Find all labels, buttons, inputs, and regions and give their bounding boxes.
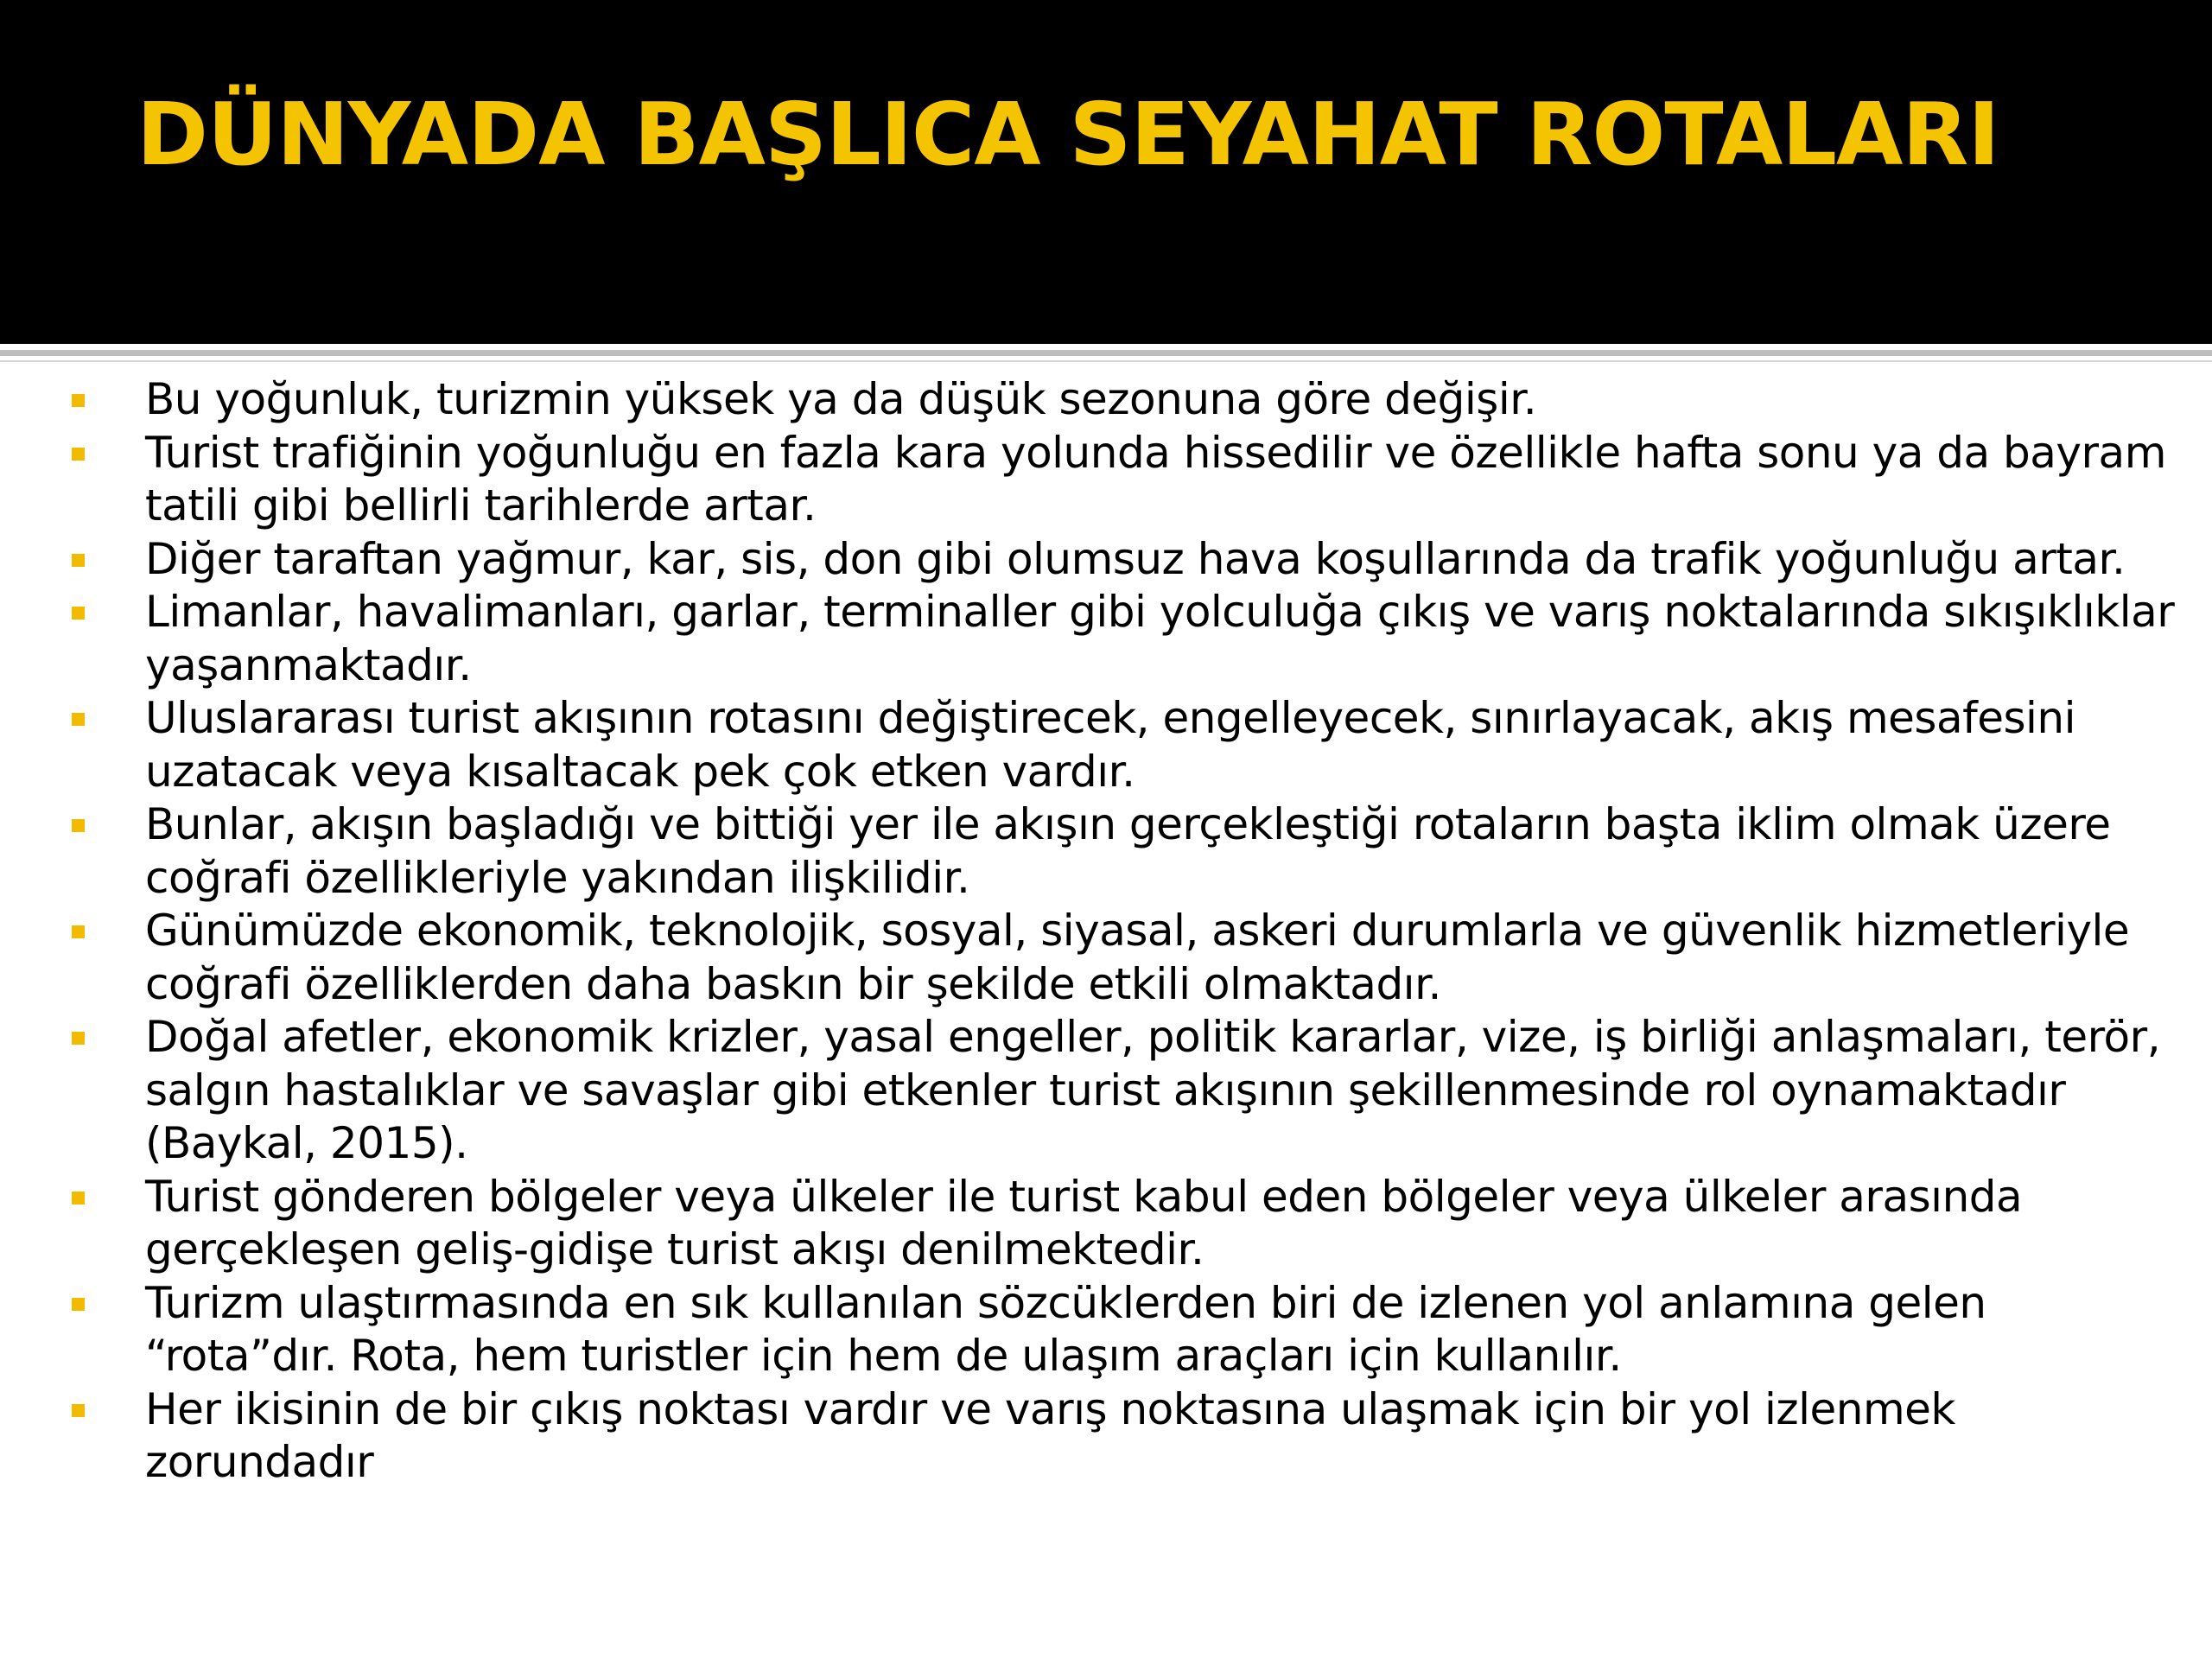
bullet-text: Bu yoğunluk, turizmin yüksek ya da düşük sezonuna göre değişir. — [145, 374, 1537, 424]
square-bullet-icon — [72, 713, 85, 726]
bullet-text: Günümüzde ekonomik, teknolojik, sosyal, siyasal, askeri durumlarla ve güvenlik hizmetleriyle coğrafi özelliklerden daha baskın bir şekilde etkili olmaktadır. — [145, 906, 2130, 1009]
square-bullet-icon — [72, 925, 85, 938]
bullet-text: Limanlar, havalimanları, garlar, terminaller gibi yolculuğa çıkış ve varış noktalarında sıkışıklıklar yaşanmaktadır. — [145, 587, 2175, 690]
bullet-text: Turizm ulaştırmasında en sık kullanılan sözcüklerden biri de izlenen yol anlamına gelen “rota”dır. Rota, hem turistler için hem de ulaşım araçları için kullanılır. — [145, 1277, 1986, 1381]
bullet-text: Turist trafiğinin yoğunluğu en fazla kara yolunda hissedilir ve özellikle hafta sonu ya da bayram tatili gibi bellirli tarihlerde artar. — [145, 427, 2166, 531]
bullet-item — [0, 586, 2177, 692]
bullet-list — [0, 373, 2177, 1490]
bullet-text: Doğal afetler, ekonomik krizler, yasal engeller, politik kararlar, vize, iş birliği anlaşmaları, terör, salgın hastalıklar ve savaşlar gibi etkenler turist akışının şekillenmesinde rol oynamaktadır (Baykal, 2015). — [145, 1012, 2161, 1168]
bullet-item — [0, 1011, 2177, 1171]
bullet-item — [0, 1277, 2177, 1383]
bullet-text: Bunlar, akışın başladığı ve bittiği yer ile akışın gerçekleştiği rotaların başta iklim olmak üzere coğrafi özellikleriyle yakından ilişkilidir. — [145, 799, 2111, 903]
bullet-text: Turist gönderen bölgeler veya ülkeler ile turist kabul eden bölgeler veya ülkeler arasında gerçekleşen geliş-gidişe turist akışı denilmektedir. — [145, 1171, 2023, 1274]
bullet-item — [0, 1171, 2177, 1277]
square-bullet-icon — [72, 394, 85, 407]
title-band — [0, 0, 2212, 344]
bullet-text: Uluslararası turist akışının rotasını değiştirecek, engelleyecek, sınırlayacak, akış mesafesini uzatacak veya kısaltacak pek çok etken vardır. — [145, 693, 2075, 797]
bullet-text: Diğer taraftan yağmur, kar, sis, don gibi olumsuz hava koşullarında da trafik yoğunluğu artar. — [145, 533, 2126, 584]
square-bullet-icon — [72, 1298, 85, 1311]
slide-title: DÜNYADA BAŞLICA SEYAHAT ROTALARI — [137, 84, 1999, 185]
square-bullet-icon — [72, 819, 85, 832]
bullet-item — [0, 798, 2177, 905]
bullet-item — [0, 1383, 2177, 1490]
square-bullet-icon — [72, 1032, 85, 1045]
bullet-item — [0, 692, 2177, 798]
square-bullet-icon — [72, 554, 85, 567]
square-bullet-icon — [72, 1404, 85, 1417]
title-divider — [0, 350, 2212, 356]
square-bullet-icon — [72, 1192, 85, 1205]
title-divider-thin — [0, 360, 2212, 362]
square-bullet-icon — [72, 607, 85, 620]
bullet-item — [0, 373, 2177, 427]
square-bullet-icon — [72, 448, 85, 461]
bullet-item — [0, 905, 2177, 1011]
bullet-item — [0, 533, 2177, 587]
bullet-item — [0, 427, 2177, 533]
bullet-text: Her ikisinin de bir çıkış noktası vardır ve varış noktasına ulaşmak için bir yol izlenmek zorundadır — [145, 1383, 1955, 1487]
